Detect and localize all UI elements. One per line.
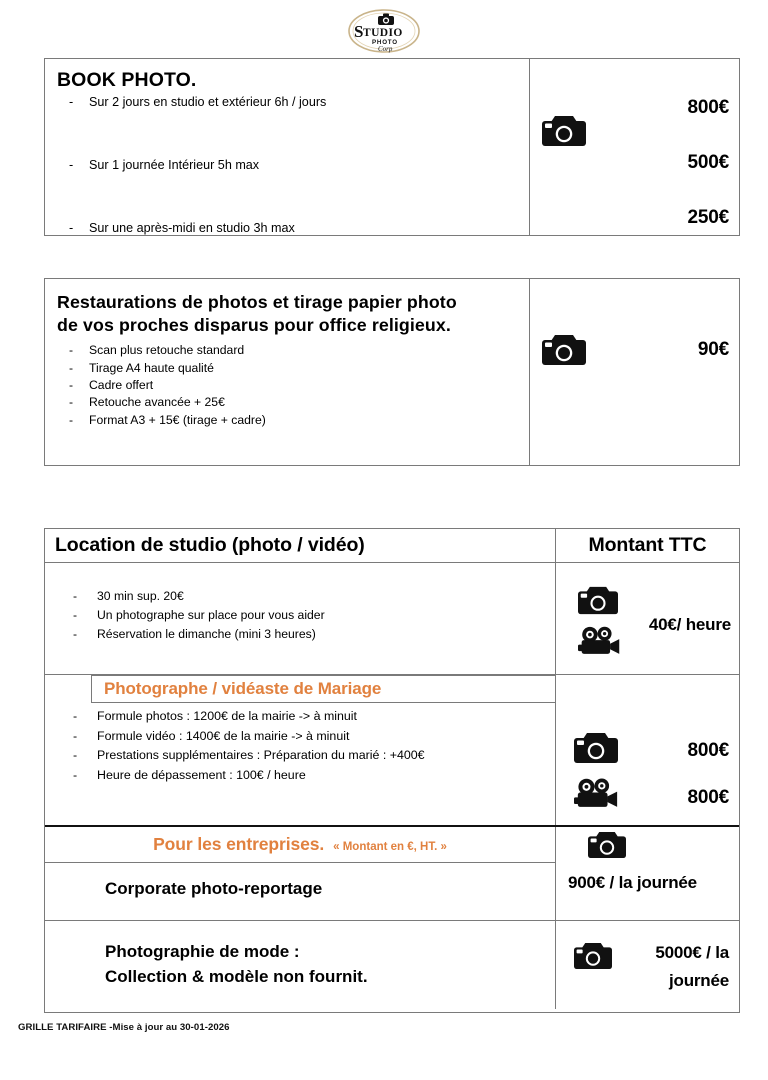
fashion-description-cell bbox=[45, 921, 555, 1009]
price-value: 500€ bbox=[687, 152, 729, 173]
corporate-service-cell bbox=[45, 863, 555, 920]
svg-text:Corp: Corp bbox=[378, 45, 393, 53]
location-header-right: Montant TTC bbox=[555, 529, 739, 562]
corporate-heading-row bbox=[45, 827, 739, 863]
video-camera-icon bbox=[578, 625, 622, 662]
restauration-description-cell bbox=[45, 279, 529, 465]
studio-rental-row bbox=[45, 563, 739, 675]
book-photo-item-list bbox=[57, 95, 529, 236]
restauration-title-line2: de vos proches disparus pour office religieux. bbox=[57, 315, 451, 336]
fashion-label-line1: Photographie de mode : bbox=[105, 942, 300, 961]
restauration-title bbox=[57, 291, 529, 337]
wedding-title: Photographe / vidéaste de Mariage bbox=[91, 675, 555, 703]
studio-photo-logo bbox=[336, 6, 432, 56]
corporate-price-icon-cell bbox=[555, 827, 739, 863]
studio-rental-item-list bbox=[45, 563, 555, 644]
corporate-price-cell bbox=[555, 863, 739, 920]
svg-text:S: S bbox=[354, 22, 364, 41]
price-value: 800€ bbox=[687, 97, 729, 118]
list-item: - Heure de dépassement : 100€ / heure bbox=[45, 766, 555, 786]
price-value-video: 800€ bbox=[687, 787, 729, 808]
price-value: 40€/ heure bbox=[648, 615, 731, 634]
camera-icon bbox=[542, 114, 586, 153]
fashion-label-line2: Collection & modèle non fournit. bbox=[105, 966, 368, 986]
wedding-description bbox=[45, 675, 555, 825]
corporate-service-row bbox=[45, 863, 739, 921]
camera-icon bbox=[574, 941, 612, 976]
corporate-heading-note: « Montant en €, HT. » bbox=[333, 841, 447, 853]
svg-text:PHOTO: PHOTO bbox=[372, 39, 398, 46]
camera-icon bbox=[574, 731, 618, 770]
studio-rental-price-cell bbox=[555, 563, 739, 674]
list-item: - Sur 1 journée Intérieur 5h max bbox=[57, 158, 529, 174]
logo-graphic bbox=[338, 7, 430, 55]
list-item: - Retouche avancée + 25€ bbox=[57, 394, 529, 411]
list-item: - Scan plus retouche standard bbox=[57, 342, 529, 359]
camera-icon bbox=[588, 830, 626, 865]
video-camera-icon bbox=[574, 777, 620, 815]
corporate-service-label: Corporate photo-reportage bbox=[105, 879, 323, 898]
studio-rental-description bbox=[45, 563, 555, 674]
list-item: - Un photographe sur place pour vous aider bbox=[45, 606, 555, 625]
fashion-label bbox=[45, 921, 555, 989]
wedding-item-list bbox=[45, 703, 555, 785]
document-footer: GRILLE TARIFAIRE -Mise à jour au 30-01-2026 bbox=[18, 1022, 230, 1033]
restauration-item-list bbox=[57, 342, 529, 429]
camera-icon bbox=[542, 333, 586, 372]
list-item: - Format A3 + 15€ (tirage + cadre) bbox=[57, 412, 529, 429]
list-item: - Cadre offert bbox=[57, 377, 529, 394]
book-photo-table bbox=[44, 58, 740, 236]
list-item: - Tirage A4 haute qualité bbox=[57, 360, 529, 377]
price-value: 90€ bbox=[697, 339, 729, 360]
price-value: 250€ bbox=[687, 207, 729, 228]
price-value-photo: 800€ bbox=[687, 740, 729, 761]
corporate-heading bbox=[45, 827, 555, 855]
restauration-title-line1: Restaurations de photos et tirage papier photo bbox=[57, 292, 457, 312]
list-item: - Sur une après-midi en studio 3h max bbox=[57, 221, 529, 237]
camera-icon bbox=[578, 585, 618, 621]
list-item: - 30 min sup. 20€ bbox=[45, 587, 555, 606]
book-photo-description-cell bbox=[45, 59, 529, 235]
wedding-row bbox=[45, 675, 739, 827]
location-header-row bbox=[45, 529, 739, 563]
book-photo-title: BOOK PHOTO. bbox=[57, 69, 197, 91]
fashion-price-cell bbox=[555, 921, 739, 1009]
restauration-price-cell bbox=[529, 279, 739, 465]
restauration-table bbox=[44, 278, 740, 466]
list-item: - Prestations supplémentaires : Préparation du marié : +400€ bbox=[45, 746, 555, 766]
corporate-heading-cell bbox=[45, 827, 555, 863]
location-header-left: Location de studio (photo / vidéo) bbox=[55, 534, 365, 556]
list-item: - Formule photos : 1200€ de la mairie -> à minuit bbox=[45, 707, 555, 727]
svg-text:TUDIO: TUDIO bbox=[363, 27, 403, 39]
price-value-line2: journée bbox=[668, 971, 729, 990]
price-value: 900€ / la journée bbox=[568, 873, 697, 892]
list-item: - Sur 2 jours en studio et extérieur 6h / jours bbox=[57, 95, 529, 111]
book-photo-price-cell bbox=[529, 59, 739, 235]
location-studio-table bbox=[44, 528, 740, 1013]
list-item: - Formule vidéo : 1400€ de la mairie -> à minuit bbox=[45, 727, 555, 747]
corporate-heading-main: Pour les entreprises. bbox=[153, 834, 325, 854]
price-value-line1: 5000€ / la bbox=[655, 943, 729, 962]
wedding-price-cell bbox=[555, 675, 739, 825]
fashion-row bbox=[45, 921, 739, 1009]
list-item: - Réservation le dimanche (mini 3 heures) bbox=[45, 625, 555, 644]
